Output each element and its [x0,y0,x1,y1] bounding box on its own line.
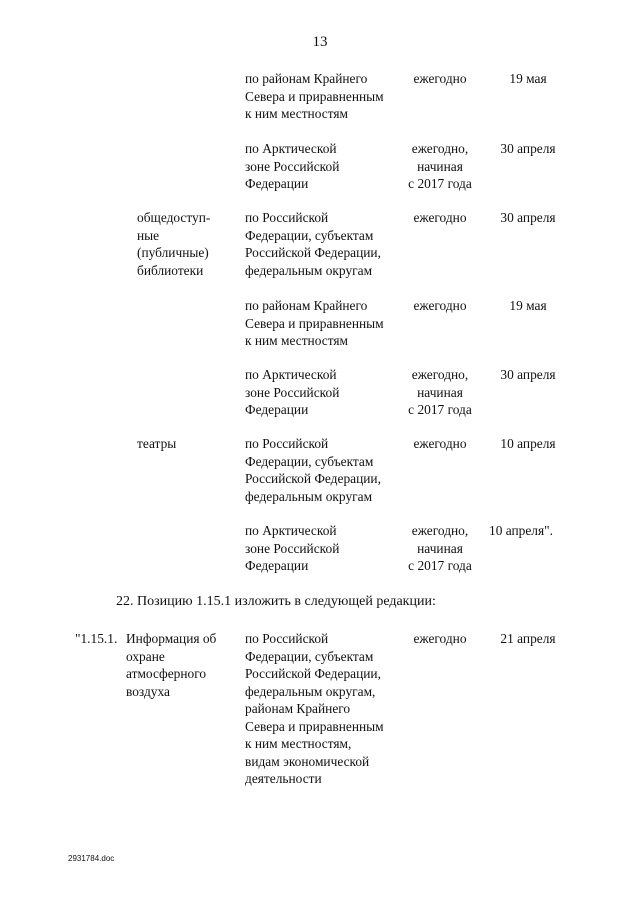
frequency-cell: ежегодно, начиная с 2017 года [408,523,472,573]
frequency-cell: ежегодно, начиная с 2017 года [408,367,472,417]
deadline-cell: 19 мая [509,298,547,313]
deadline-cell: 10 апреля". [489,523,553,538]
deadline-cell: 19 мая [509,71,547,86]
page-number: 13 [312,34,328,50]
category-cell: общедоступ- ные (публичные) библиотеки [137,210,211,278]
category-cell: театры [137,436,177,451]
coverage-cell: по районам Крайнего Севера и приравненным к ним местностям [245,71,384,121]
frequency-cell: ежегодно [413,436,467,451]
frequency-cell: ежегодно [413,631,467,646]
coverage-cell: по Российской Федерации, субъектам Российской Федерации, федеральным округам [245,436,381,504]
deadline-cell: 21 апреля [500,631,556,646]
frequency-cell: ежегодно [413,71,467,86]
category-cell: Информация об охране атмосферного воздуха [126,631,217,699]
coverage-cell: по Арктической зоне Российской Федерации [245,523,340,573]
deadline-cell: 30 апреля [500,367,556,382]
deadline-cell: 30 апреля [500,210,556,225]
frequency-cell: ежегодно [413,210,467,225]
deadline-cell: 10 апреля [500,436,556,451]
document-filename: 2931784.doc [68,854,115,863]
coverage-cell: по Российской Федерации, субъектам Российской Федерации, федеральным округам, районам Крайнего Севера и приравненным к ним местностям, видам экономической деятельности [245,631,384,786]
coverage-cell: по районам Крайнего Севера и приравненным к ним местностям [245,298,384,348]
frequency-cell: ежегодно [413,298,467,313]
frequency-cell: ежегодно, начиная с 2017 года [408,141,472,191]
coverage-cell: по Арктической зоне Российской Федерации [245,141,340,191]
deadline-cell: 30 апреля [500,141,556,156]
position-number: "1.15.1. [75,631,118,646]
coverage-cell: по Арктической зоне Российской Федерации [245,367,340,417]
coverage-cell: по Российской Федерации, субъектам Российской Федерации, федеральным округам [245,210,381,278]
amendment-instruction: 22. Позицию 1.15.1 изложить в следующей редакции: [116,594,436,609]
